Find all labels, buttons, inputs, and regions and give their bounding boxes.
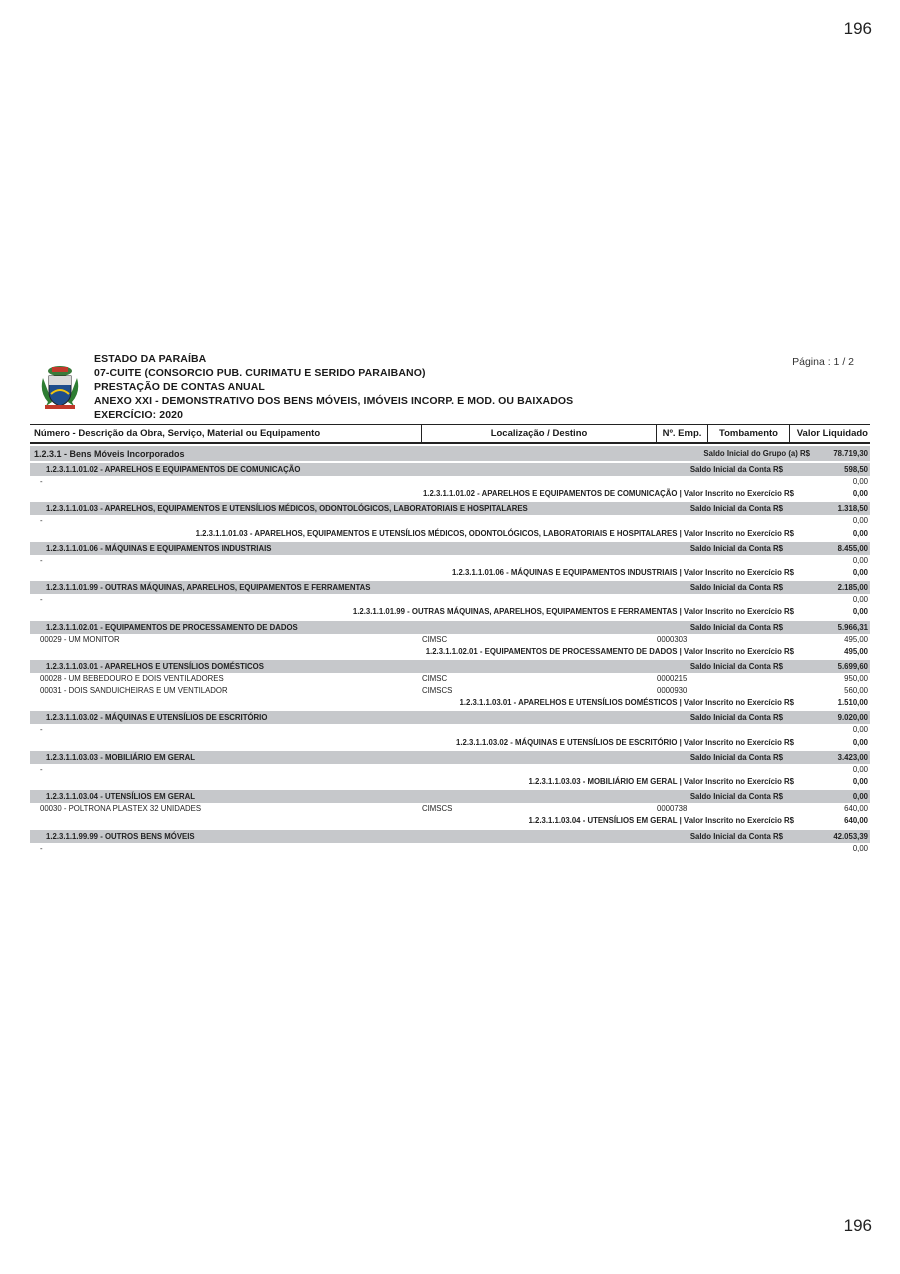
account-label: 1.2.3.1.1.03.03 - MOBILIÁRIO EM GERAL (46, 752, 196, 762)
item-description: 00029 - UM MONITOR (40, 634, 120, 644)
account-total-row (30, 606, 870, 618)
account-saldo-label: Saldo Inicial da Conta R$ (689, 661, 783, 671)
account-header-row (30, 502, 870, 515)
account-saldo-value: 2.185,00 (837, 583, 868, 593)
empty-item-row (30, 476, 870, 488)
item-value: 495,00 (844, 634, 868, 644)
item-value: 640,00 (844, 804, 868, 814)
item-row (30, 803, 870, 815)
item-location: CIMSCS (422, 804, 453, 814)
account-header-row (30, 751, 870, 764)
empty-item-dash: - (40, 516, 43, 526)
empty-item-row (30, 843, 870, 855)
account-saldo-value: 5.966,31 (837, 622, 868, 632)
account-saldo-label: Saldo Inicial da Conta R$ (689, 713, 783, 723)
account-total-label: 1.2.3.1.1.03.02 - MÁQUINAS E UTENSÍLIOS DE ESCRITÓRIO | Valor Inscrito no Exercício R$ (456, 737, 794, 747)
page-number-bottom: 196 (843, 1216, 872, 1235)
account-header-row (30, 581, 870, 594)
empty-item-value: 0,00 (852, 764, 868, 774)
item-location: CIMSCS (422, 686, 453, 696)
account-total-label: 1.2.3.1.1.01.02 - APARELHOS E EQUIPAMENTOS DE COMUNICAÇÃO | Valor Inscrito no Exercício R$ (422, 489, 794, 499)
group-saldo-value: 78.719,30 (833, 449, 868, 458)
report-header (30, 348, 870, 424)
account-saldo-label: Saldo Inicial da Conta R$ (689, 622, 783, 632)
account-label: 1.2.3.1.1.01.02 - APARELHOS E EQUIPAMENTOS DE COMUNICAÇÃO (46, 465, 301, 474)
account-header-row (30, 711, 870, 724)
account-header-row (30, 790, 870, 803)
item-tombamento: 0000930 (657, 686, 688, 696)
account-total-row (30, 815, 870, 827)
account-total-row (30, 737, 870, 749)
account-label: 1.2.3.1.1.03.01 - APARELHOS E UTENSÍLIOS DOMÉSTICOS (46, 661, 264, 671)
account-total-row (30, 488, 870, 500)
account-label: 1.2.3.1.1.01.06 - MÁQUINAS E EQUIPAMENTOS INDUSTRIAIS (46, 543, 272, 553)
account-saldo-label: Saldo Inicial da Conta R$ (689, 504, 783, 514)
account-label: 1.2.3.1.1.03.04 - UTENSÍLIOS EM GERAL (46, 792, 196, 802)
report (30, 348, 870, 855)
account-total-value: 640,00 (844, 816, 868, 826)
empty-item-value: 0,00 (852, 725, 868, 735)
empty-item-dash: - (40, 477, 43, 486)
account-total-label: 1.2.3.1.1.01.06 - MÁQUINAS E EQUIPAMENTOS INDUSTRIAIS | Valor Inscrito no Exercício R$ (451, 567, 794, 577)
state-coat-of-arms-icon (38, 364, 82, 410)
item-row (30, 673, 870, 685)
account-total-value: 1.510,00 (837, 698, 868, 708)
page-number-top: 196 (843, 19, 872, 38)
item-value: 950,00 (844, 673, 868, 683)
account-total-label: 1.2.3.1.1.03.04 - UTENSÍLIOS EM GERAL | Valor Inscrito no Exercício R$ (528, 816, 794, 826)
header-lines (94, 352, 573, 422)
account-total-row (30, 776, 870, 788)
account-total-row (30, 567, 870, 579)
empty-item-value: 0,00 (852, 843, 868, 853)
empty-item-row (30, 764, 870, 776)
account-total-label: 1.2.3.1.1.01.99 - OUTRAS MÁQUINAS, APARELHOS, EQUIPAMENTOS E FERRAMENTAS | Valor Inscrito no Exercício R$ (352, 607, 794, 617)
page-indicator: Página : 1 / 2 (792, 356, 854, 368)
item-tombamento: 0000215 (657, 673, 688, 683)
empty-item-dash: - (40, 843, 43, 853)
account-total-value: 495,00 (844, 646, 868, 656)
header-report-type: PRESTAÇÃO DE CONTAS ANUAL (94, 381, 265, 393)
column-header (30, 424, 870, 444)
account-saldo-value: 8.455,00 (837, 543, 868, 553)
account-total-value: 0,00 (852, 737, 868, 747)
group-saldo-label: Saldo Inicial do Grupo (a) R$ (703, 449, 810, 458)
report-rows (30, 446, 870, 855)
account-header-row (30, 621, 870, 634)
group-label: 1.2.3.1 - Bens Móveis Incorporados (34, 449, 185, 459)
header-year: EXERCÍCIO: 2020 (94, 409, 184, 421)
account-saldo-value: 0,00 (852, 792, 868, 802)
empty-item-dash: - (40, 764, 43, 774)
account-total-value: 0,00 (852, 567, 868, 577)
item-location: CIMSC (422, 634, 448, 644)
account-saldo-label: Saldo Inicial da Conta R$ (689, 465, 783, 474)
item-tombamento: 0000738 (657, 804, 688, 814)
empty-item-value: 0,00 (852, 477, 868, 486)
account-label: 1.2.3.1.1.02.01 - EQUIPAMENTOS DE PROCESSAMENTO DE DADOS (46, 622, 298, 632)
column-numero: Número - Descrição da Obra, Serviço, Material ou Equipamento (30, 425, 422, 442)
account-total-value: 0,00 (852, 607, 868, 617)
item-tombamento: 0000303 (657, 634, 688, 644)
empty-item-row (30, 515, 870, 527)
column-localizacao: Localização / Destino (422, 425, 657, 442)
account-total-row (30, 646, 870, 658)
account-total-row (30, 528, 870, 540)
account-total-label: 1.2.3.1.1.03.03 - MOBILIÁRIO EM GERAL | Valor Inscrito no Exercício R$ (528, 777, 794, 786)
account-saldo-value: 9.020,00 (837, 713, 868, 723)
empty-item-row (30, 594, 870, 606)
column-tombamento: Tombamento (708, 425, 790, 442)
empty-item-row (30, 724, 870, 736)
item-description: 00028 - UM BEBEDOURO E DOIS VENTILADORES (40, 673, 224, 683)
empty-item-value: 0,00 (852, 555, 868, 565)
account-total-value: 0,00 (852, 528, 868, 538)
account-saldo-label: Saldo Inicial da Conta R$ (689, 792, 783, 802)
account-total-label: 1.2.3.1.1.03.01 - APARELHOS E UTENSÍLIOS DOMÉSTICOS | Valor Inscrito no Exercício R$ (459, 698, 794, 708)
empty-item-value: 0,00 (852, 516, 868, 526)
account-saldo-value: 3.423,00 (837, 752, 868, 762)
empty-item-value: 0,00 (852, 595, 868, 605)
group-row (30, 446, 870, 461)
account-label: 1.2.3.1.1.01.99 - OUTRAS MÁQUINAS, APARELHOS, EQUIPAMENTOS E FERRAMENTAS (46, 583, 371, 593)
account-saldo-value: 42.053,39 (833, 831, 868, 841)
account-total-row (30, 697, 870, 709)
account-header-row (30, 660, 870, 673)
account-saldo-value: 598,50 (844, 465, 868, 474)
header-state: ESTADO DA PARAÍBA (94, 353, 207, 365)
item-row (30, 634, 870, 646)
account-total-label: 1.2.3.1.1.01.03 - APARELHOS, EQUIPAMENTOS E UTENSÍLIOS MÉDICOS, ODONTOLÓGICOS, LABORATORIAIS E HOSPITALARES | Valor Inscrito no Exercício R$ (195, 528, 794, 538)
item-row (30, 685, 870, 697)
item-location: CIMSC (422, 673, 448, 683)
empty-item-row (30, 555, 870, 567)
account-saldo-label: Saldo Inicial da Conta R$ (689, 752, 783, 762)
account-label: 1.2.3.1.1.99.99 - OUTROS BENS MÓVEIS (46, 831, 195, 841)
column-valor: Valor Liquidado (796, 428, 868, 439)
account-header-row (30, 463, 870, 476)
item-description: 00031 - DOIS SANDUICHEIRAS E UM VENTILADOR (40, 686, 228, 696)
empty-item-dash: - (40, 595, 43, 605)
account-saldo-label: Saldo Inicial da Conta R$ (689, 543, 783, 553)
empty-item-dash: - (40, 725, 43, 735)
header-entity: 07-CUITE (CONSORCIO PUB. CURIMATU E SERIDO PARAIBANO) (94, 367, 426, 379)
header-annex: ANEXO XXI - DEMONSTRATIVO DOS BENS MÓVEIS, IMÓVEIS INCORP. E MOD. OU BAIXADOS (94, 395, 574, 407)
item-description: 00030 - POLTRONA PLASTEX 32 UNIDADES (40, 804, 202, 814)
account-total-value: 0,00 (852, 489, 868, 499)
account-total-value: 0,00 (852, 777, 868, 786)
column-emp: Nº. Emp. (657, 425, 708, 442)
empty-item-dash: - (40, 555, 43, 565)
account-saldo-value: 1.318,50 (837, 504, 868, 514)
account-label: 1.2.3.1.1.01.03 - APARELHOS, EQUIPAMENTOS E UTENSÍLIOS MÉDICOS, ODONTOLÓGICOS, LABORATORIAIS E HOSPITALARES (46, 504, 528, 514)
account-label: 1.2.3.1.1.03.02 - MÁQUINAS E UTENSÍLIOS DE ESCRITÓRIO (46, 713, 268, 723)
account-header-row (30, 830, 870, 843)
account-saldo-label: Saldo Inicial da Conta R$ (689, 583, 783, 593)
account-saldo-value: 5.699,60 (837, 661, 868, 671)
item-value: 560,00 (844, 686, 868, 696)
account-total-label: 1.2.3.1.1.02.01 - EQUIPAMENTOS DE PROCESSAMENTO DE DADOS | Valor Inscrito no Exercício R$ (425, 646, 794, 656)
account-saldo-label: Saldo Inicial da Conta R$ (689, 831, 783, 841)
account-header-row (30, 542, 870, 555)
